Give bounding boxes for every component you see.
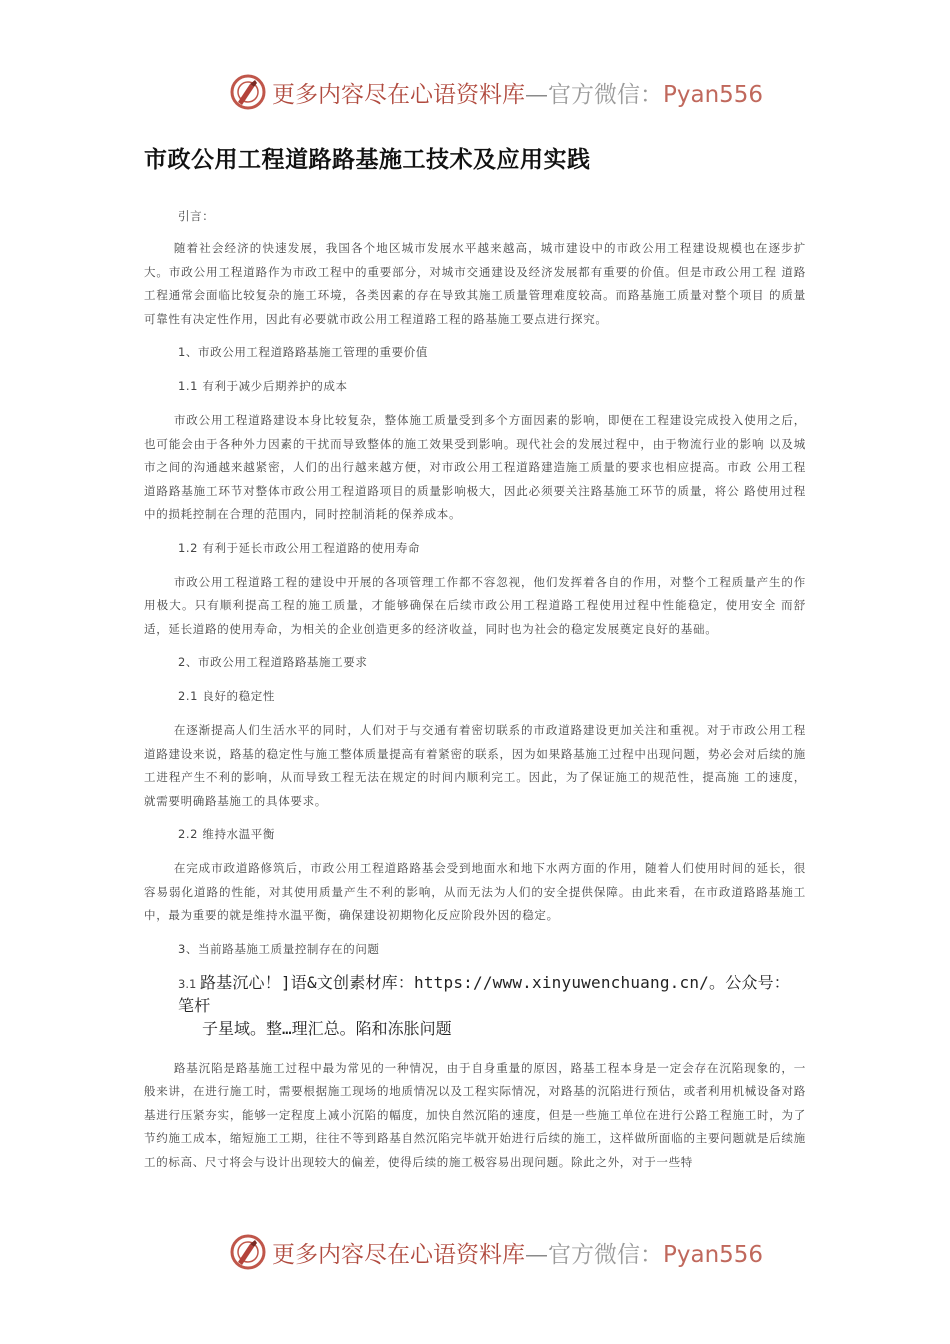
subsection-3-1-paragraph: 路基沉陷是路基施工过程中最为常见的一种情况，由于自身重量的原因，路基工程本身是一定会存在沉陷现象的，一般来讲，在进行施工时，需要根据施工现场的地质情况以及工程实际情况，对路基的沉陷进行预估，或者利用机械设备对路基进行压紧夯实，能够一定程度上减小沉陷的幅度，加快自然沉陷的速度，但是一些施工单位在进行公路工程施工时，为了节约施工成本，缩短施工工期，往往不等到路基自然沉陷完毕就开始进行后续的施工，这样做所面临的主要问题就是后续施工的标高、尺寸将会与设计出现较大的偏差，使得后续的施工极容易出现问题。除此之外，对于一些特: [144, 1060, 806, 1169]
page-title: 市政公用工程道路路基施工技术及应用实践: [144, 147, 591, 173]
subsection-3-1-heading: [144, 972, 806, 1039]
header-banner: [228, 70, 763, 114]
banner-wechat-id: Pyan556: [663, 81, 764, 108]
subsection-3-1-number: 3.1: [178, 976, 197, 991]
footer-banner: [228, 1230, 763, 1274]
document-body: [144, 205, 806, 1184]
subsection-1-2-paragraph: 市政公用工程道路工程的建设中开展的各项管理工作都不容忽视，他们发挥着各自的作用，对整个工程质量产生的作用极大。只有顺利提高工程的施工质量，才能够确保在后续市政公用工程道路工程使用过程中性能稳定，使用安全 而舒适，延长道路的使用寿命，为相关的企业创造更多的经济收益，同时也为社会的稳定发展奠定良好的基础。: [144, 574, 806, 636]
intro-label: 引言：: [178, 209, 215, 223]
banner-wechat-label: 官方微信：: [548, 81, 663, 108]
subsection-1-1-heading: 1.1 有利于减少后期养护的成本: [178, 379, 348, 393]
section-3-heading: 3、当前路基施工质量控制存在的问题: [178, 941, 380, 956]
section-2-heading: 2、市政公用工程道路路基施工要求: [178, 655, 368, 669]
banner-dash: —: [525, 1241, 548, 1268]
banner-text: [272, 1236, 763, 1269]
subsection-3-1-line1: 路基沉心！]语&文创素材库：https://www.xinyuwenchuang.cn/。公众号：笔杆: [178, 972, 791, 1015]
subsection-2-2-paragraph: 在完成市政道路修筑后，市政公用工程道路路基会受到地面水和地下水两方面的作用，随着人们使用时间的延长，很容易弱化道路的性能，对其使用质量产生不利的影响，从而无法为人们的安全提供保障。由此来看，在市政道路路基施工中，最为重要的就是维持水温平衡，确保建设初期物化反应阶段外因的稳定。: [144, 861, 806, 922]
subsection-2-2-heading: 2.2 维持水温平衡: [178, 827, 275, 841]
banner-dash: —: [525, 81, 548, 108]
section-1-heading: 1、市政公用工程道路路基施工管理的重要价值: [178, 345, 428, 359]
seal-logo-icon: [228, 72, 268, 112]
subsection-2-1-heading: 2.1 良好的稳定性: [178, 689, 275, 703]
banner-text: [272, 76, 763, 109]
banner-slogan: 更多内容尽在心语资料库: [272, 1241, 525, 1268]
intro-paragraph: 随着社会经济的快速发展，我国各个地区城市发展水平越来越高，城市建设中的市政公用工程建设规模也在逐步扩大。市政公用工程道路作为市政工程中的重要部分，对城市交通建设及经济发展都有重要的价值。但是市政公用工程 道路工程通常会面临比较复杂的施工环境，各类因素的存在导致其施工质量管理难度较高。而路基施工质量对整个项目 的质量可靠性有决定性作用，因此有必要就市政公用工程道路工程的路基施工要点进行探究。: [144, 241, 806, 326]
banner-wechat-id: Pyan556: [663, 1241, 764, 1268]
banner-slogan: 更多内容尽在心语资料库: [272, 81, 525, 108]
subsection-1-1-paragraph: 市政公用工程道路建设本身比较复杂，整体施工质量受到多个方面因素的影响，即便在工程建设完成投入使用之后，也可能会由于各种外力因素的干扰而导致整体的施工效果受到影响。现代社会的发展过程中，由于物流行业的影响 以及城市之间的沟通越来越紧密，人们的出行越来越方便，对市政公用工程道路建造施工质量的要求也相应提高。市政 公用工程道路路基施工环节对整体市政公用工程道路项目的质量影响极大，因此必须要关注路基施工环节的质量，将公 路使用过程中的损耗控制在合理的范围内，同时控制消耗的保养成本。: [144, 413, 806, 521]
banner-wechat-label: 官方微信：: [548, 1241, 663, 1268]
seal-logo-icon: [228, 1232, 268, 1272]
subsection-2-1-paragraph: 在逐渐提高人们生活水平的同时，人们对于与交通有着密切联系的市政道路建设更加关注和重视。对于市政公用工程道路建设来说，路基的稳定性与施工整体质量提高有着紧密的联系，因为如果路基施工过程中出现问题，势必会对后续的施工进程产生不利的影响，从而导致工程无法在规定的时间内顺利完工。因此，为了保证施工的规范性，提高施 工的速度，就需要明确路基施工的具体要求。: [144, 723, 806, 808]
subsection-3-1-line2: 子星域。整…理汇总。陷和冻胀问题: [202, 1018, 452, 1038]
subsection-1-2-heading: 1.2 有利于延长市政公用工程道路的使用寿命: [178, 540, 421, 555]
